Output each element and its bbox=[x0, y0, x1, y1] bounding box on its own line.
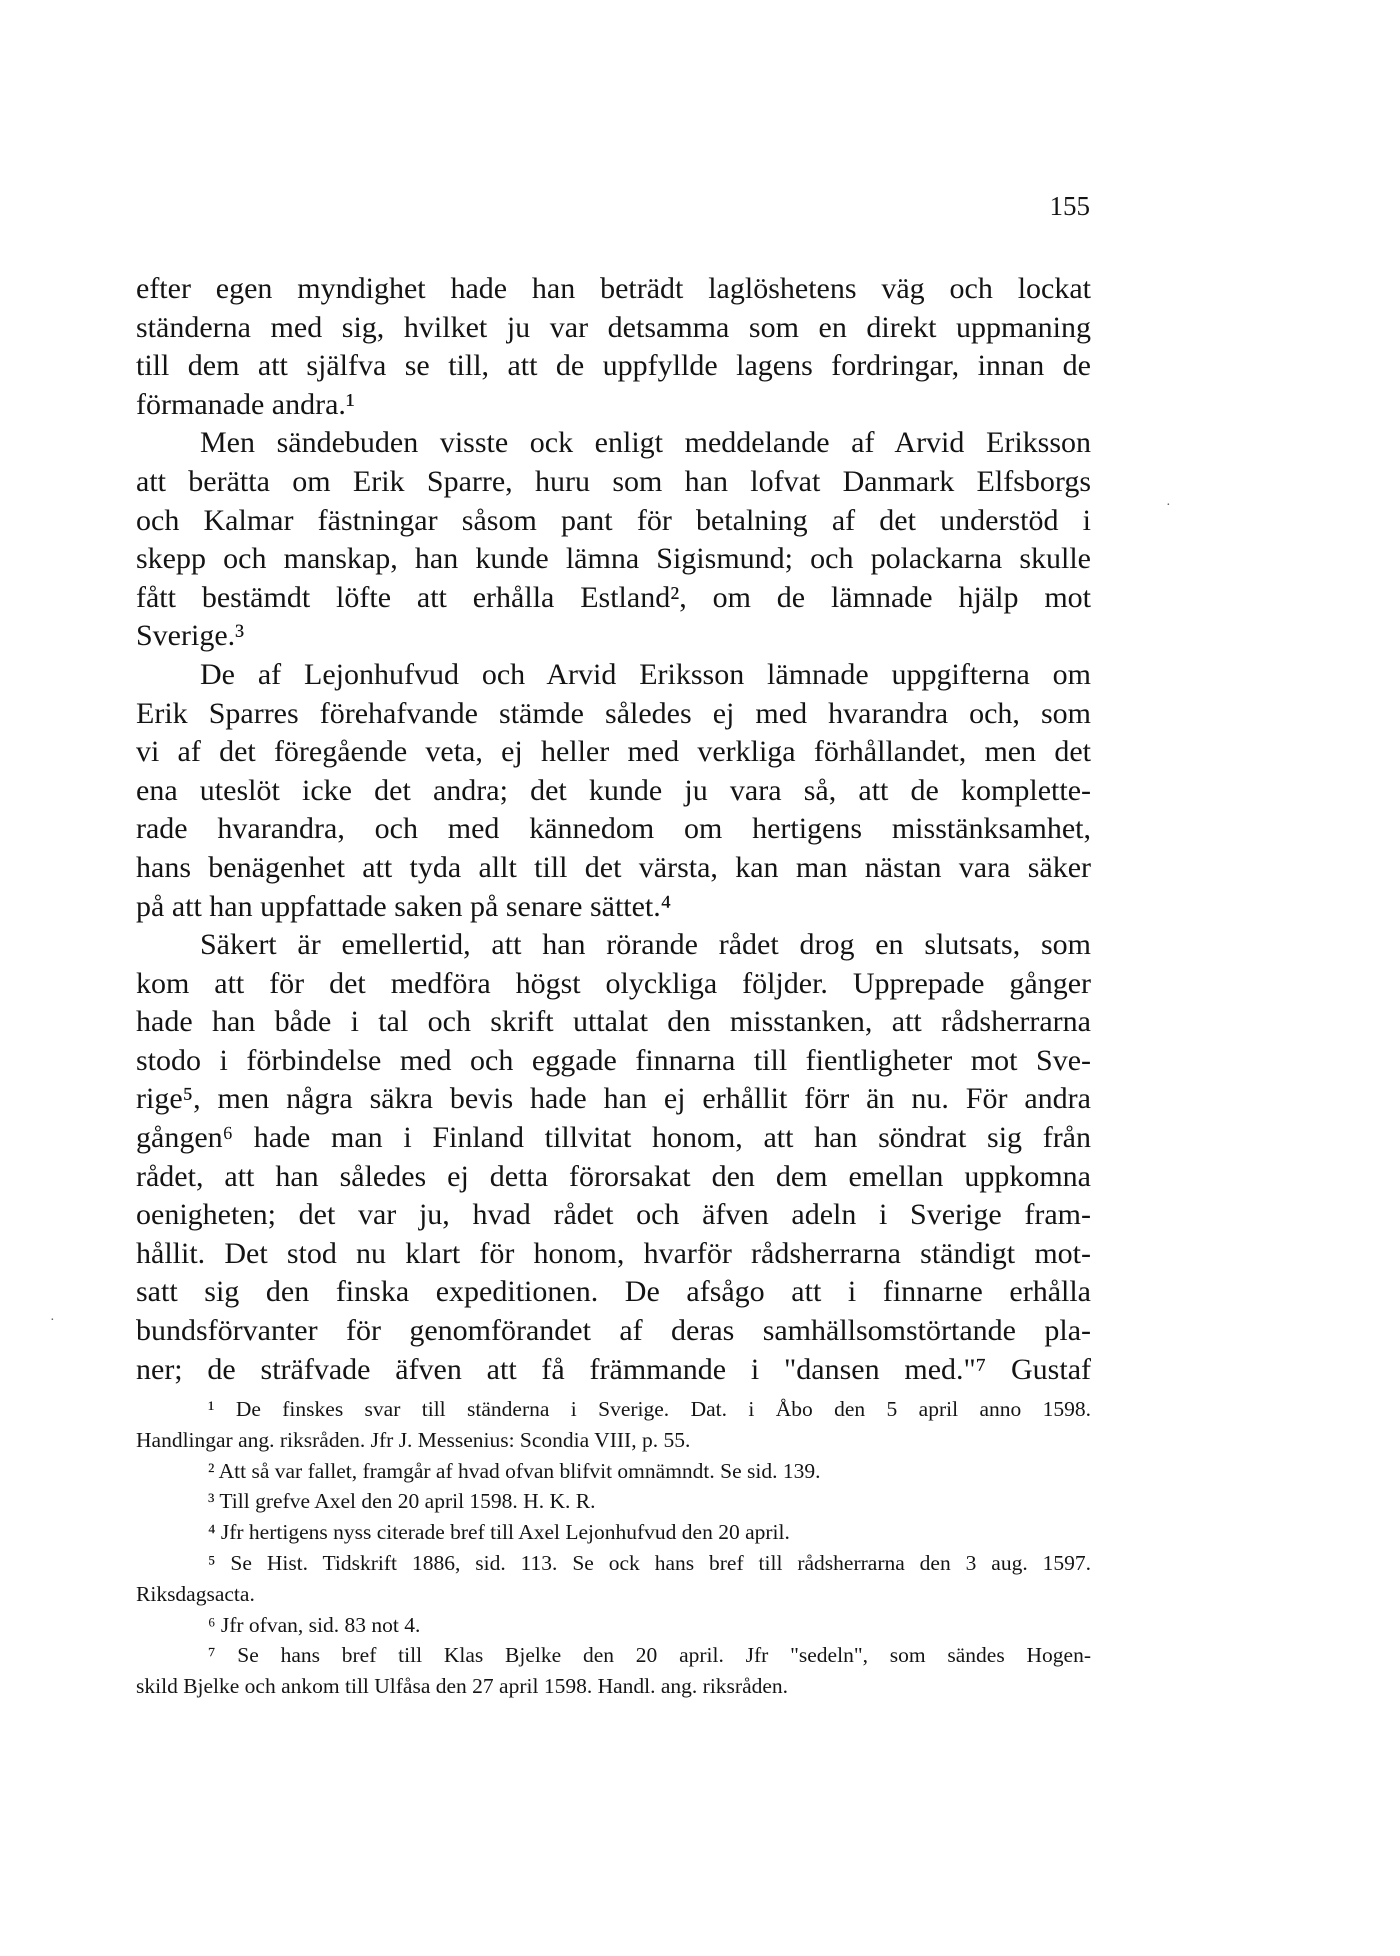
text-line: förmanade andra.¹ bbox=[136, 387, 355, 421]
scan-speck: · bbox=[50, 1313, 55, 1328]
text-line: De af Lejonhufvud och Arvid Eriksson lämnade uppgifterna om bbox=[200, 657, 1091, 691]
text-line: kom att för det medföra högst olyckliga följder. Upprepade gånger bbox=[136, 966, 1091, 1000]
text-line: Erik Sparres förehafvande stämde således ej med hvarandra och, som bbox=[136, 696, 1091, 730]
footnote-line: ⁵ Se Hist. Tidskrift 1886, sid. 113. Se ock hans bref till rådsherrarna den 3 aug. 1597. bbox=[208, 1550, 1091, 1575]
text-line: ena uteslöt icke det andra; det kunde ju vara så, att de komplette- bbox=[136, 773, 1091, 807]
footnote-line: ⁷ Se hans bref till Klas Bjelke den 20 april. Jfr "sedeln", som sändes Hogen- bbox=[208, 1643, 1091, 1668]
footnotes bbox=[136, 1394, 1091, 1702]
text-line: att berätta om Erik Sparre, huru som han lofvat Danmark Elfsborgs bbox=[136, 464, 1091, 498]
footnote-line: ³ Till grefve Axel den 20 april 1598. H. K. R. bbox=[208, 1489, 596, 1514]
footnote-line: Riksdagsacta. bbox=[136, 1581, 255, 1606]
text-line: rige⁵, men några säkra bevis hade han ej erhållit förr än nu. För andra bbox=[136, 1082, 1091, 1116]
text-line: Sverige.³ bbox=[136, 619, 245, 653]
text-line: gången⁶ hade man i Finland tillvitat honom, att han söndrat sig från bbox=[136, 1121, 1091, 1155]
text-line: Men sändebuden visste ock enligt meddelande af Arvid Eriksson bbox=[200, 426, 1091, 460]
text-line: vi af det föregående veta, ej heller med verkliga förhållandet, men det bbox=[136, 735, 1091, 769]
main-text bbox=[136, 270, 1091, 1389]
text-line: bundsförvanter för genomförandet af deras samhällsomstörtande pla- bbox=[136, 1314, 1091, 1348]
footnote-line: ² Att så var fallet, framgår af hvad ofvan blifvit omnämndt. Se sid. 139. bbox=[208, 1458, 821, 1483]
text-line: rade hvarandra, och med kännedom om hertigens misstänksamhet, bbox=[136, 812, 1091, 846]
text-line: Säkert är emellertid, att han rörande rådet drog en slutsats, som bbox=[200, 928, 1091, 962]
text-line: ner; de sträfvade äfven att få främmande i "dansen med."⁷ Gustaf bbox=[136, 1352, 1091, 1386]
page-number: 155 bbox=[1049, 191, 1090, 221]
text-line: satt sig den finska expeditionen. De afsågo att i finnarne erhålla bbox=[136, 1275, 1091, 1309]
footnote-line: ⁴ Jfr hertigens nyss citerade bref till Axel Lejonhufvud den 20 april. bbox=[208, 1520, 790, 1545]
footnote-line: ⁶ Jfr ofvan, sid. 83 not 4. bbox=[208, 1612, 421, 1637]
text-line: och Kalmar fästningar såsom pant för betalning af det understöd i bbox=[136, 503, 1091, 537]
footnote-line: skild Bjelke och ankom till Ulfåsa den 27 april 1598. Handl. ang. riksråden. bbox=[136, 1674, 789, 1699]
text-line: rådet, att han således ej detta förorsakat den dem emellan uppkomna bbox=[136, 1159, 1091, 1193]
text-line: hans benägenhet att tyda allt till det värsta, kan man nästan vara säker bbox=[136, 850, 1091, 884]
footnote-line: Handlingar ang. riksråden. Jfr J. Messenius: Scondia VIII, p. 55. bbox=[136, 1427, 691, 1452]
text-line: till dem att själfva se till, att de uppfyllde lagens fordringar, innan de bbox=[136, 349, 1091, 383]
text-line: efter egen myndighet hade han beträdt laglöshetens väg och lockat bbox=[136, 272, 1091, 305]
footnote-line: ¹ De finskes svar till ständerna i Sverige. Dat. i Åbo den 5 april anno 1598. bbox=[208, 1397, 1091, 1421]
text-line: fått bestämdt löfte att erhålla Estland², om de lämnade hjälp mot bbox=[136, 580, 1091, 614]
text-line: ständerna med sig, hvilket ju var detsamma som en direkt uppmaning bbox=[136, 310, 1091, 344]
text-line: stodo i förbindelse med och eggade finnarna till fientligheter mot Sve- bbox=[136, 1043, 1091, 1077]
scan-speck: · bbox=[1166, 498, 1171, 513]
text-line: på att han uppfattade saken på senare sättet.⁴ bbox=[136, 889, 672, 923]
text-line: hållit. Det stod nu klart för honom, hvarför rådsherrarna ständigt mot- bbox=[136, 1236, 1091, 1270]
text-line: skepp och manskap, han kunde lämna Sigismund; och polackarna skulle bbox=[136, 542, 1091, 576]
text-line: oenigheten; det var ju, hvad rådet och äfven adeln i Sverige fram- bbox=[136, 1198, 1091, 1232]
text-line: hade han både i tal och skrift uttalat den misstanken, att rådsherrarna bbox=[136, 1005, 1091, 1039]
